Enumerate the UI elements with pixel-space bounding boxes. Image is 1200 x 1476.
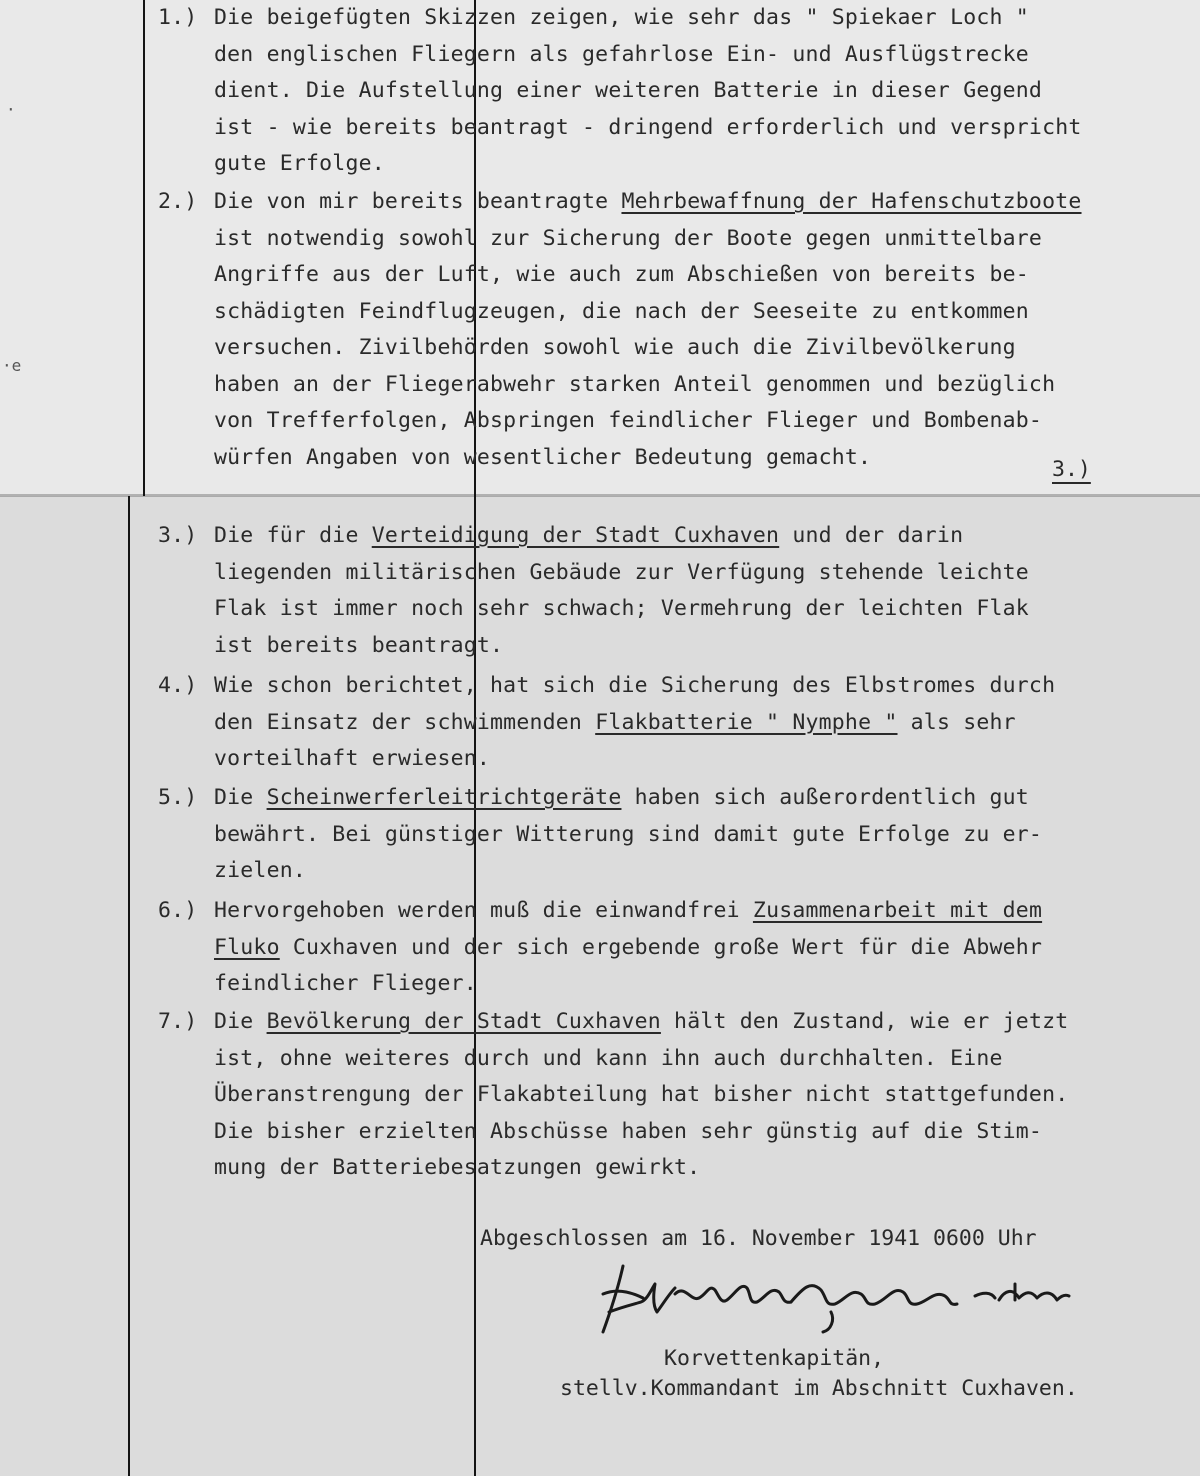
item-line: vorteilhaft erwiesen. bbox=[214, 746, 491, 771]
underlined-phrase: Flakbatterie " Nymphe " bbox=[595, 709, 898, 735]
item-line: ist, ohne weiteres durch und kann ihn auch durchhalten. Eine bbox=[214, 1045, 1003, 1071]
item-line: haben an der Fliegerabwehr starken Anteil genommen und bezüglich bbox=[214, 371, 1056, 397]
item-line: Die Scheinwerferleitrichtgeräte haben sich außerordentlich gut bbox=[214, 785, 1029, 810]
item-line: gute Erfolge. bbox=[214, 151, 385, 176]
margin-rule-bottom bbox=[128, 496, 130, 1476]
underlined-phrase: Zusammenarbeit mit dem bbox=[752, 898, 1043, 923]
page-seam bbox=[0, 494, 1200, 497]
margin-fragment: ·e bbox=[2, 356, 22, 375]
item-line: den englischen Fliegern als gefahrlose Ein- und Ausflügstrecke bbox=[214, 41, 1029, 67]
item-line: würfen Angaben von wesentlicher Bedeutung gemacht. bbox=[214, 444, 872, 470]
item-line: Die beigefügten Skizzen zeigen, wie sehr das " Spiekaer Loch " bbox=[214, 5, 1029, 30]
signatory-position: stellv.Kommandant im Abschnitt Cuxhaven. bbox=[560, 1376, 1078, 1401]
item-line: schädigten Feindflugzeugen, die nach der Seeseite zu entkommen bbox=[214, 298, 1029, 324]
item-line: liegenden militärischen Gebäude zur Verfügung stehende leichte bbox=[214, 559, 1029, 585]
item-line: Die bisher erzielten Abschüsse haben sehr günstig auf die Stim- bbox=[214, 1118, 1043, 1144]
numbered-item-5 bbox=[158, 780, 1042, 890]
item-line: versuchen. Zivilbehörden sowohl wie auch die Zivilbevölkerung bbox=[214, 335, 1016, 360]
item-number: 7.) bbox=[158, 1009, 198, 1034]
item-number: 4.) bbox=[158, 673, 198, 698]
numbered-item-3 bbox=[158, 518, 1029, 664]
item-line: Wie schon berichtet, hat sich die Sicherung des Elbstromes durch bbox=[214, 673, 1056, 698]
numbered-item-7 bbox=[158, 1004, 1068, 1187]
signatory-rank: Korvettenkapitän, bbox=[664, 1346, 885, 1371]
item-line: zielen. bbox=[214, 858, 307, 883]
item-number: 6.) bbox=[158, 898, 198, 923]
item-line: ist bereits beantragt. bbox=[214, 632, 504, 658]
margin-rule-top bbox=[143, 0, 145, 496]
item-line: Fluko Cuxhaven und der sich ergebende große Wert für die Abwehr bbox=[214, 934, 1043, 960]
item-line: Angriffe aus der Luft, wie auch zum Abschießen von bereits be- bbox=[214, 262, 1029, 287]
item-line: ist - wie bereits beantragt - dringend erforderlich und verspricht bbox=[214, 114, 1082, 140]
underlined-phrase: Verteidigung der Stadt Cuxhaven bbox=[371, 523, 780, 548]
item-line: mung der Batteriebesatzungen gewirkt. bbox=[214, 1155, 701, 1180]
handwritten-signature bbox=[595, 1254, 1075, 1340]
item-line: bewährt. Bei günstiger Witterung sind damit gute Erfolge zu er- bbox=[214, 821, 1043, 847]
item-line: Hervorgehoben werden muß die einwandfrei Zusammenarbeit mit dem bbox=[214, 898, 1043, 923]
item-line: Überanstrengung der Flakabteilung hat bisher nicht stattgefunden. bbox=[214, 1082, 1069, 1107]
underlined-phrase: Bevölkerung der Stadt Cuxhaven bbox=[266, 1009, 661, 1034]
closing-line: Abgeschlossen am 16. November 1941 0600 Uhr bbox=[480, 1226, 1037, 1251]
margin-dot: · bbox=[6, 100, 16, 119]
numbered-item-2 bbox=[158, 184, 1082, 476]
numbered-item-1 bbox=[158, 0, 1082, 183]
item-line: von Trefferfolgen, Abspringen feindlicher Flieger und Bombenab- bbox=[214, 408, 1043, 433]
signature-block bbox=[560, 1344, 1078, 1404]
item-number: 2.) bbox=[158, 189, 198, 214]
underlined-phrase: Scheinwerferleitrichtgeräte bbox=[266, 785, 622, 810]
item-number: 1.) bbox=[158, 5, 198, 30]
numbered-item-4 bbox=[158, 668, 1055, 778]
item-line: Die Bevölkerung der Stadt Cuxhaven hält den Zustand, wie er jetzt bbox=[214, 1009, 1069, 1034]
item-number: 5.) bbox=[158, 785, 198, 810]
item-number: 3.) bbox=[158, 523, 198, 548]
item-line: Die von mir bereits beantragte Mehrbewaffnung der Hafenschutzboote bbox=[214, 189, 1082, 214]
item-line: Die für die Verteidigung der Stadt Cuxhaven und der darin bbox=[214, 523, 964, 548]
item-line: Flak ist immer noch sehr schwach; Vermehrung der leichten Flak bbox=[214, 596, 1029, 621]
next-page-marker: 3.) bbox=[1052, 457, 1091, 482]
item-line: feindlicher Flieger. bbox=[214, 971, 477, 996]
numbered-item-6 bbox=[158, 893, 1042, 1003]
item-line: dient. Die Aufstellung einer weiteren Batterie in dieser Gegend bbox=[214, 78, 1043, 103]
item-line: den Einsatz der schwimmenden Flakbatterie " Nymphe " als sehr bbox=[214, 709, 1016, 735]
item-line: ist notwendig sowohl zur Sicherung der Boote gegen unmittelbare bbox=[214, 225, 1043, 251]
underlined-phrase: Fluko bbox=[214, 934, 280, 960]
underlined-phrase: Mehrbewaffnung der Hafenschutzboote bbox=[621, 189, 1082, 214]
